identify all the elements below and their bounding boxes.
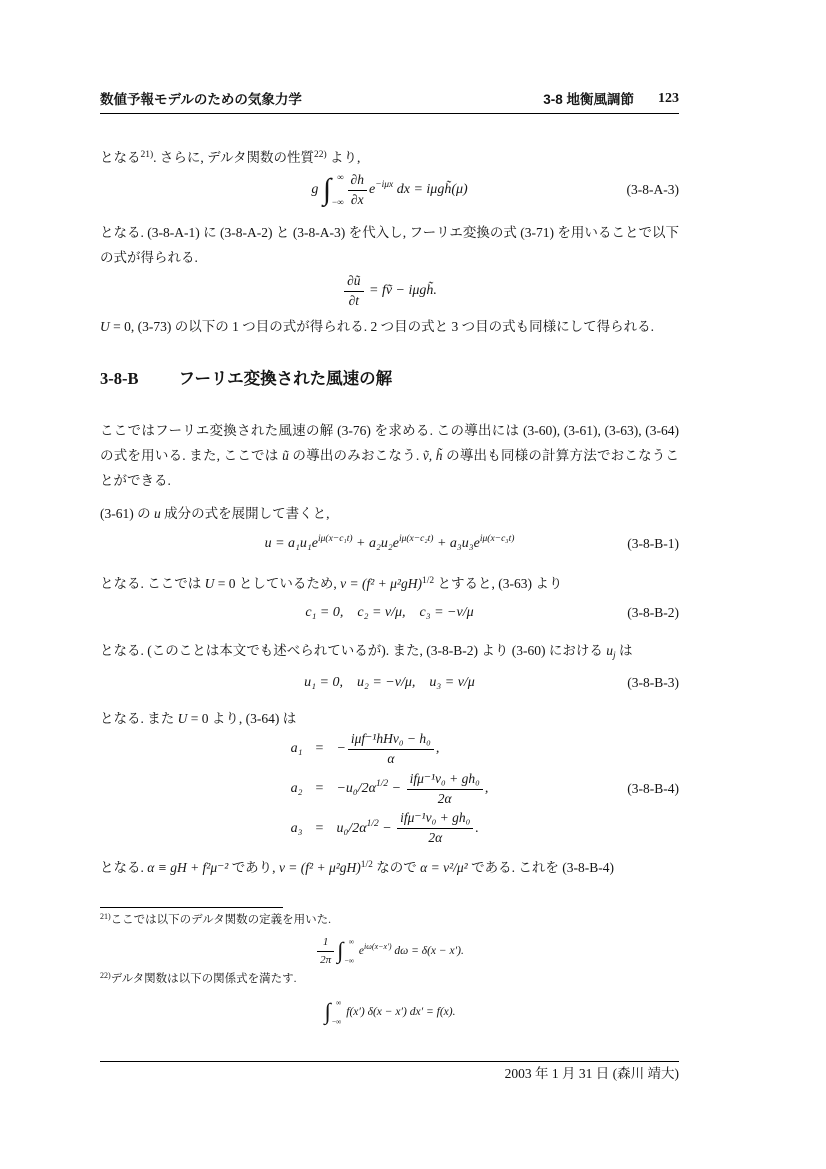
footnote-22-equation (100, 991, 679, 1033)
equation-dudt (100, 268, 679, 314)
paragraph-expand-u: (3-61) の u 成分の式を展開して書くと, (100, 506, 330, 521)
page-footer (100, 1066, 679, 1082)
paragraph-u-zero-364: となる. また U = 0 より, (3-64) は (100, 711, 297, 726)
equation-3-8-B-3 (100, 671, 679, 695)
equation-rows: a₁ = − $\frac{\text{iμf⁻¹hHv₀ − h₀}}{\alpha}$ , a₂ = −u₀/2α $^{1/2}$ − $\frac{\text{ifμ⁻¹v₀ + gh₀}}{2\alpha}$ , a₃ = u₀/2α $^{1/2}$ − $\frac{\text{ifμ⁻¹v₀ + gh₀}}{2\alpha}$ . (290, 730, 489, 846)
equation-tag: (3-8-B-3) (627, 675, 679, 690)
equation-tag: (3-8-B-4) (627, 781, 679, 796)
equation-body: ∫ ∞ −∞ f(x′) δ(x − x′) dx′ = f(x). (324, 998, 456, 1026)
footnote-marker: 22) (100, 971, 111, 980)
equation-body: g ∫ ∞ −∞ $\frac{\partial h}{\partial x}$ e $^{-i\mu x}$ dx = iμgh̃(μ) (311, 171, 468, 207)
footnote-text: ここでは以下のデルタ関数の定義を用いた. (110, 914, 332, 926)
equation-body: u₁ = 0, u₂ = −ν/μ, u₃ = ν/μ (304, 675, 475, 690)
footnote-21-equation (100, 931, 679, 971)
footnote-22 (100, 972, 679, 988)
paragraph-nu-def: となる. ここでは U = 0 としているため, $\nu = (f^2 + \mu^2gH)^{1/2}$ とすると, (3-63) より (100, 576, 563, 591)
paragraph-u-zero: U = 0, (3-73) の以下の 1 つ目の式が得られる. 2 つ目の式と 3 つ目の式も同様にして得られる. (100, 319, 654, 334)
section-title: フーリエ変換された風速の解 (178, 370, 393, 388)
paragraph-alpha: となる. α ≡ gH + f²μ⁻² であり, $\nu = (f^2 + \mu^2gH)^{1/2}$ なので α = ν²/μ² である. これを (3-8-B-4) (100, 860, 614, 875)
page-number: 123 (658, 91, 679, 106)
header-right (543, 91, 679, 108)
footer-rule (100, 1061, 679, 1062)
equation-tag: (3-8-B-1) (627, 536, 679, 551)
paragraph-delta-intro: となる$^{21)}$. さらに, デルタ関数の性質$^{22)}$ より, (100, 150, 361, 165)
equation-tag: (3-8-B-2) (627, 605, 679, 620)
equation-body: $\frac{\partial ũ}{\partial t}$ = fṽ − iμgh̃. (342, 274, 437, 309)
equation-3-8-B-2 (100, 601, 679, 625)
text-column (100, 0, 679, 1169)
section-number: 3-8-B (100, 369, 139, 388)
equation-body: u = a₁u₁e $^{i\mu(x-c_1t)}$ + a₂u₂e $^{i\mu(x-c_2t)}$ + a₃u₃e $^{i\mu(x-c_3t)}$ (264, 534, 515, 551)
page-header (100, 91, 679, 114)
equation-body: c₁ = 0, c₂ = ν/μ, c₃ = −ν/μ (305, 605, 474, 620)
running-title: 数値予報モデルのための気象力学 (100, 91, 302, 107)
equation-3-8-B-4 (100, 732, 679, 846)
footnote-marker: 21) (100, 912, 111, 921)
footer-date: 2003 年 1 月 31 日 (森川 靖大) (504, 1066, 679, 1081)
footnote-separator (100, 907, 283, 908)
section-heading (100, 369, 679, 390)
paragraph-uj: となる. (このことは本文でも述べられているが). また, (3-8-B-2) より (3-60) における $u_j$ は (100, 643, 633, 661)
paragraph-substitution: となる. (3-8-A-1) に (3-8-A-2) と (3-8-A-3) を代入し, フーリエ変換の式 (3-71) を用いることで以下の式が得られる. (100, 225, 679, 265)
equation-3-8-B-1 (100, 528, 679, 560)
section-label: 3-8 地衡風調節 (543, 91, 634, 107)
footnote-text: デルタ関数は以下の関係式を満たす. (110, 973, 297, 985)
footnote-21 (100, 913, 679, 929)
equation-body: $\frac{1}{2\pi}$ ∫ ∞ −∞ e $^{i\omega(x-x')}$ dω = δ(x − x′). (315, 936, 464, 965)
equation-tag: (3-8-A-3) (626, 182, 679, 197)
equation-3-8-A-3 (100, 167, 679, 213)
paragraph-section-intro: ここではフーリエ変換された風速の解 (3-76) を求める. この導出には (3-60), (3-61), (3-63), (3-64) の式を用いる. また, ここでは ũ の導出のみおこなう. ṽ, h̃ の導出も同様の計算方法でおこなうことができる. (100, 423, 680, 488)
